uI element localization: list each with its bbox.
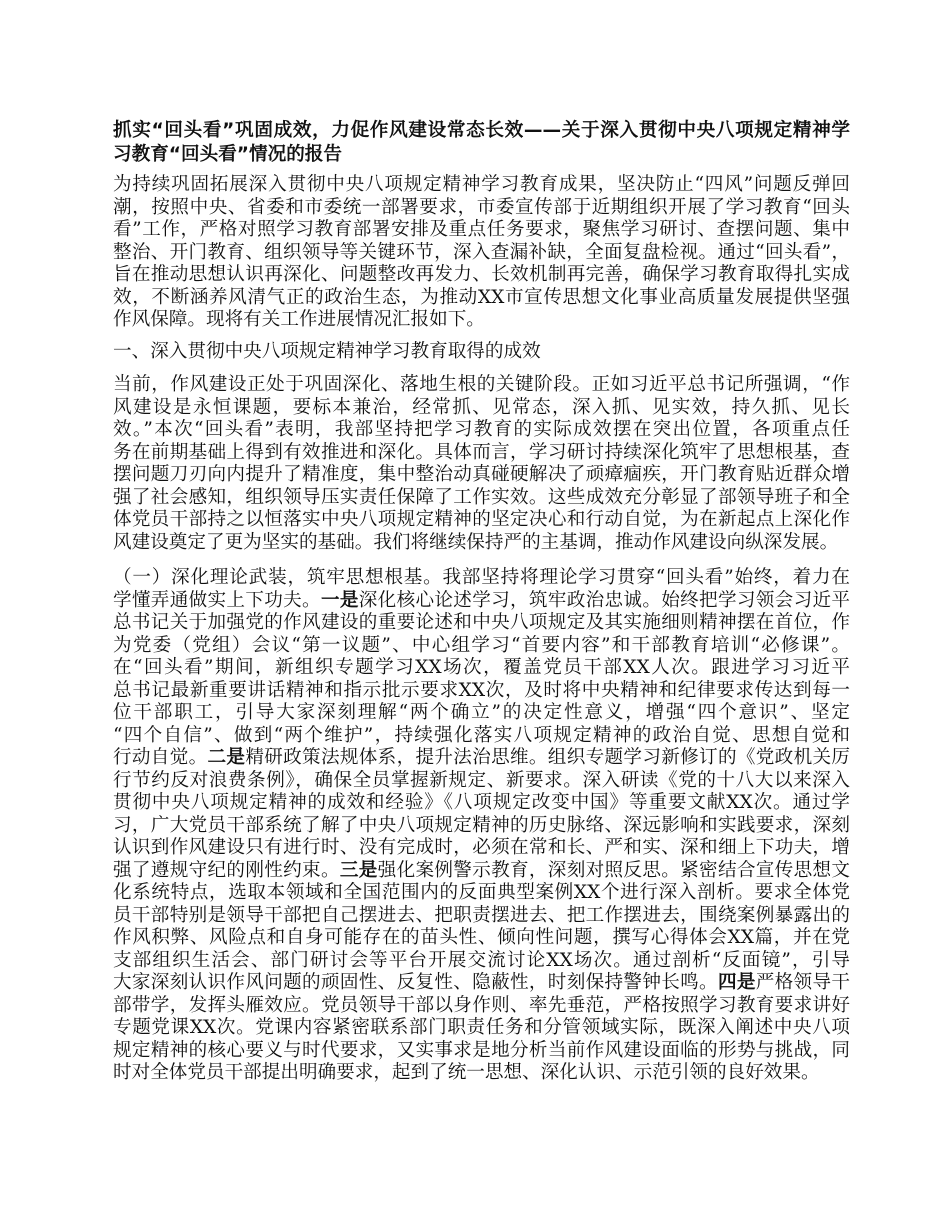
text-line: 潮，按照中央、省委和市委统一部署要求，市委宣传部于近期组织开展了学习教育“回头 xyxy=(113,196,850,218)
title-line: 抓实“回头看”巩固成效，力促作风建设常态长效——关于深入贯彻中央八项规定精神学 xyxy=(113,120,850,141)
text-line xyxy=(113,1062,850,1085)
text-line xyxy=(113,837,850,860)
text-segment: 总书记关于加强党的作风建设的重要论述和中央八项规定及其实施细则精神摆在首位，作 xyxy=(113,612,850,633)
text-line xyxy=(113,680,850,703)
text-line xyxy=(113,747,850,770)
text-line: 务在前期基础上得到有效推进和深化。具体而言，学习研讨持续深化筑牢了思想根基，查 xyxy=(113,441,850,463)
text-line xyxy=(113,905,850,928)
text-line: 旨在推动思想认识再深化、问题整改再发力、长效机制再完善，确保学习教育取得扎实成 xyxy=(113,264,850,285)
text-segment: 精研政策法规体系，提升法治思维。组织专题学习新修订的《党政机关厉 xyxy=(245,747,850,768)
text-segment: 时对全体党员干部提出明确要求，起到了统一思想、深化认识、示范引领的良好效果。 xyxy=(113,1062,820,1083)
section-heading xyxy=(113,341,850,364)
text-segment: 学懂弄通做实上下功夫。 xyxy=(113,589,321,611)
intro-paragraph xyxy=(113,174,850,332)
text-segment: 总书记最新重要讲话精神和指示批示要求XX次，及时将中央精神和纪律要求传达到每一 xyxy=(113,679,850,701)
text-line xyxy=(113,612,850,635)
title-line: 习教育“回头看”情况的报告 xyxy=(113,144,342,165)
text-line xyxy=(113,927,850,950)
text-line xyxy=(113,972,850,995)
text-line xyxy=(113,725,850,748)
text-segment: 部带学，发挥头雁效应。党员领导干部以身作则、率先垂范，严格按照学习教育要求讲好 xyxy=(113,994,850,1016)
text-line: 效，不断涵养风清气正的政治生态，为推动XX市宣传思想文化事业高质量发展提供坚强 xyxy=(113,286,850,308)
text-line xyxy=(113,995,850,1018)
text-segment: 行动自觉。 xyxy=(113,747,208,768)
section-heading-text: 一、深入贯彻中央八项规定精神学习教育取得的成效 xyxy=(113,341,541,362)
text-segment: 深化核心论述学习，筑牢政治忠诚。始终把学习领会习近平 xyxy=(358,589,850,611)
text-segment: “四个自信”、做到“两个维护”，持续强化落实八项规定精神的政治自觉、思想自觉和 xyxy=(113,724,850,746)
text-line: 看”工作，严格对照学习教育部署安排及重点任务要求，聚焦学习研讨、查摆问题、集中 xyxy=(113,219,850,240)
text-segment: 员干部特别是领导干部把自己摆进去、把职责摆进去、把工作摆进去，围绕案例暴露出的 xyxy=(113,904,850,926)
bold-lead-text: 二是 xyxy=(207,747,246,768)
text-line xyxy=(113,1017,850,1040)
text-segment: 位干部职工，引导大家深刻理解“两个确立”的决定性意义，增强“四个意识”、坚定 xyxy=(113,702,850,723)
text-line: 体党员干部持之以恒落实中央八项规定精神的坚定决心和行动自觉，为在新起点上深化作 xyxy=(113,509,850,530)
text-line xyxy=(113,702,850,725)
bold-lead-text: 一是 xyxy=(320,589,359,611)
text-line: 风建设是永恒课题，要标本兼治，经常抓、见常态，深入抓、见实效，持久抓、见长 xyxy=(113,396,850,418)
text-line xyxy=(113,1040,850,1063)
text-segment: 习，广大党员干部系统了解了中央八项规定精神的历史脉络、深远影响和实践要求，深刻 xyxy=(113,814,850,836)
text-line: 摆问题刀刃向内提升了精准度，集中整治动真碰硬解决了顽瘴痼疾，开门教育贴近群众增 xyxy=(113,464,850,485)
text-segment: 为党委（党组）会议“第一议题”、中心组学习“首要内容”和干部教育培训“必修课”。 xyxy=(113,634,850,656)
text-segment: 严格领导干 xyxy=(755,972,850,993)
bold-lead-text: 三是 xyxy=(339,859,378,881)
text-segment: 大家深刻认识作风问题的顽固性、反复性、隐蔽性，时刻保持警钟长鸣。 xyxy=(113,972,718,993)
subsection-paragraph xyxy=(113,567,850,1085)
text-line xyxy=(113,567,850,590)
document-title xyxy=(113,119,850,167)
text-line xyxy=(113,657,850,680)
text-line: 效。”本次“回头看”表明，我部坚持把学习教育的实际成效摆在突出位置，各项重点任 xyxy=(113,419,850,440)
text-line xyxy=(113,882,850,905)
text-segment: 贯彻中央八项规定精神的成效和经验》《八项规定改变中国》等重要文献XX次。通过学 xyxy=(113,792,850,813)
text-segment: 行节约反对浪费条例》，确保全员掌握新规定、新要求。深入研读《党的十八大以来深入 xyxy=(113,769,850,791)
text-segment: 专题党课XX次。党课内容紧密联系部门职责任务和分管领域实际，既深入阐述中央八项 xyxy=(113,1017,850,1038)
text-segment: 认识到作风建设只有进行时、没有完成时，必须在常和长、严和实、深和细上下功夫，增 xyxy=(113,837,850,858)
text-line xyxy=(113,770,850,793)
text-segment: 在“回头看”期间，新组织专题学习XX场次，覆盖党员干部XX人次。跟进学习习近平 xyxy=(113,657,850,678)
text-line: 强了社会感知，组织领导压实责任保障了工作实效。这些成效充分彰显了部领导班子和全 xyxy=(113,486,850,508)
text-line: 作风保障。现将有关工作进展情况汇报如下。 xyxy=(113,309,485,330)
text-segment: 化系统特点，选取本领域和全国范围内的反面典型案例XX个进行深入剖析。要求全体党 xyxy=(113,882,850,903)
text-line xyxy=(113,590,850,613)
text-line: 风建设奠定了更为坚实的基础。我们将继续保持严的主基调，推动作风建设向纵深发展。 xyxy=(113,531,839,553)
text-line xyxy=(113,635,850,658)
text-line: 整治、开门教育、组织领导等关键环节，深入查漏补缺，全面复盘检视。通过“回头看”， xyxy=(113,241,850,263)
text-line xyxy=(113,792,850,815)
text-segment: （一）深化理论武装，筑牢思想根基。我部坚持将理论学习贯穿“回头看”始终，着力在 xyxy=(113,567,850,588)
text-segment: 作风积弊、风险点和自身可能存在的苗头性、倾向性问题，撰写心得体会XX篇，并在党 xyxy=(113,927,850,948)
text-line: 为持续巩固拓展深入贯彻中央八项规定精神学习教育成果，坚决防止“四风”问题反弹回 xyxy=(113,174,850,195)
text-line xyxy=(113,950,850,973)
text-segment: 支部组织生活会、部门研讨会等平台开展交流讨论XX场次。通过剖析“反面镜”，引导 xyxy=(113,949,850,971)
text-segment: 强化案例警示教育，深刻对照反思。紧密结合宣传思想文 xyxy=(377,859,850,881)
text-line xyxy=(113,860,850,883)
text-segment: 强了遵规守纪的刚性约束。 xyxy=(113,859,340,881)
text-line xyxy=(113,815,850,838)
text-segment: 规定精神的核心要义与时代要求，又实事求是地分析当前作风建设面临的形势与挑战，同 xyxy=(113,1039,850,1061)
text-line: 当前，作风建设正处于巩固深化、落地生根的关键阶段。正如习近平总书记所强调，“作 xyxy=(113,374,850,395)
bold-lead-text: 四是 xyxy=(717,972,756,993)
section-paragraph xyxy=(113,374,850,554)
